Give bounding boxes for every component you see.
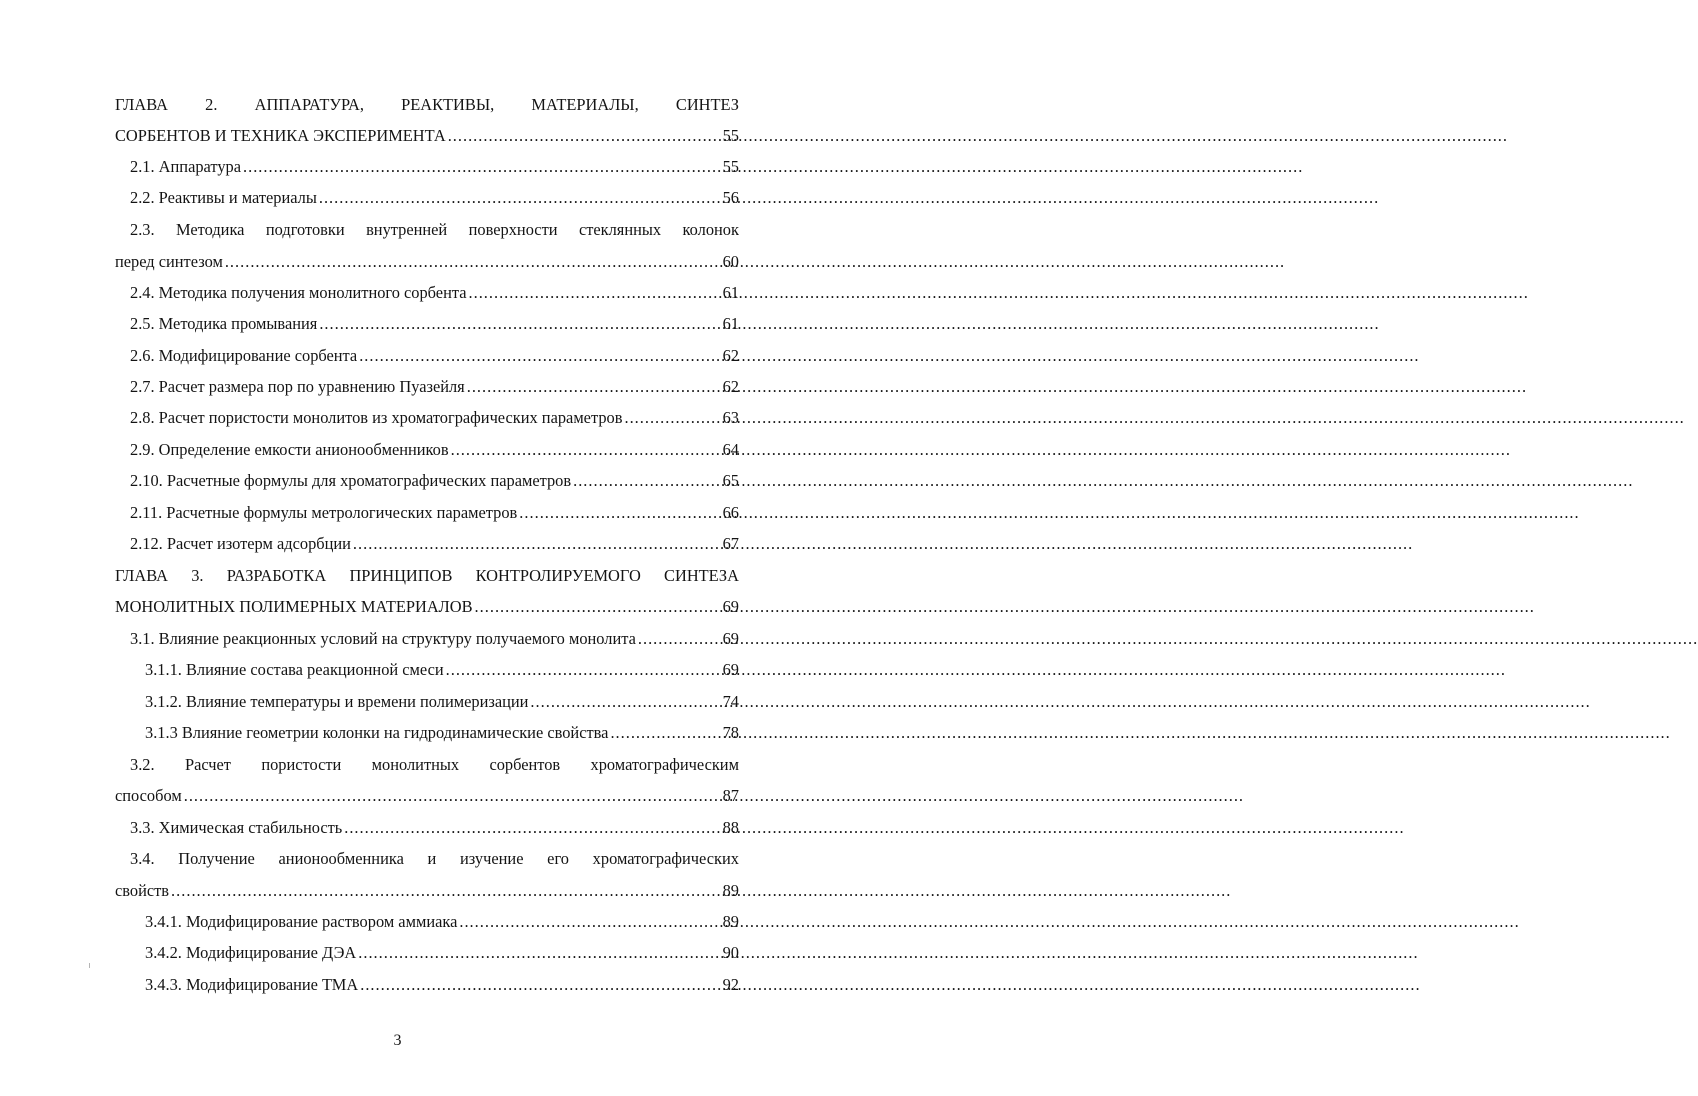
toc-entry-title: перед синтезом <box>115 252 223 271</box>
dot-leader <box>467 373 721 401</box>
toc-page-number: 61 <box>722 314 739 333</box>
toc-word: ГЛАВА <box>115 95 168 114</box>
toc-entry-3-4-1[interactable] <box>145 908 739 936</box>
toc-entry-title: 2.11. Расчетные формулы метрологических параметров <box>130 503 518 522</box>
toc-entry-3-1[interactable] <box>130 625 739 653</box>
toc-word: 2.3. <box>130 220 155 239</box>
scan-speck <box>89 963 90 968</box>
dot-leader <box>344 814 720 842</box>
toc-word: СИНТЕЗ <box>675 95 739 114</box>
toc-entry-3-1-1[interactable] <box>145 656 739 684</box>
toc-entry-title: МОНОЛИТНЫХ ПОЛИМЕРНЫХ МАТЕРИАЛОВ <box>115 597 473 616</box>
toc-word: 3. <box>191 566 204 585</box>
toc-page-number: 55 <box>722 157 739 176</box>
toc-entry-2-3-line-2[interactable] <box>115 248 739 276</box>
toc-page-number: 87 <box>722 786 739 805</box>
toc-page-number: 62 <box>722 377 739 396</box>
toc-word: поверхности <box>468 220 558 239</box>
toc-entry-2-12[interactable] <box>130 530 739 558</box>
dot-leader <box>573 467 721 495</box>
dot-leader <box>184 782 721 810</box>
dot-leader <box>359 342 720 370</box>
toc-entry-title: 2.5. Методика промывания <box>130 314 318 333</box>
dot-leader <box>638 625 721 653</box>
toc-word: хроматографическим <box>590 755 739 774</box>
dot-leader <box>446 656 721 684</box>
toc-entry-title: 3.1.1. Влияние состава реакционной смеси <box>145 660 444 679</box>
toc-word: СИНТЕЗА <box>664 566 739 585</box>
toc-entry-title: 2.8. Расчет пористости монолитов из хроматографических параметров <box>130 408 623 427</box>
toc-entry-3-4-line-2[interactable] <box>115 877 739 905</box>
toc-word: сорбентов <box>489 755 561 774</box>
toc-entry-title: 2.2. Реактивы и материалы <box>130 188 317 207</box>
dot-leader <box>448 122 721 150</box>
toc-entry-2-11[interactable] <box>130 499 739 527</box>
toc-page-number: 55 <box>722 126 739 145</box>
toc-entry-3-1-3[interactable] <box>145 719 739 747</box>
toc-entry-3-4-line-1 <box>130 845 739 873</box>
toc-entry-title: 3.4.1. Модифицирование раствором аммиака <box>145 912 458 931</box>
toc-chapter-3-line-2[interactable] <box>115 593 739 621</box>
toc-entry-title: 2.1. Аппаратура <box>130 157 241 176</box>
toc-entry-3-3[interactable] <box>130 814 739 842</box>
toc-entry-title: 2.10. Расчетные формулы для хроматографических параметров <box>130 471 572 490</box>
toc-entry-3-2-line-2[interactable] <box>115 782 739 810</box>
toc-page-number: 78 <box>722 723 739 742</box>
toc-entry-title: способом <box>115 786 182 805</box>
toc-word: изучение <box>460 849 524 868</box>
toc-page-number: 56 <box>722 188 739 207</box>
toc-page-number: 61 <box>722 283 739 302</box>
toc-entry-2-3-line-1 <box>130 216 739 244</box>
toc-entry-2-8[interactable] <box>130 404 739 432</box>
toc-page-number: 64 <box>722 440 739 459</box>
toc-word: пористости <box>261 755 342 774</box>
toc-page-number: 63 <box>722 408 739 427</box>
toc-word: монолитных <box>371 755 460 774</box>
toc-entry-title: свойств <box>115 881 170 900</box>
toc-word: 2. <box>205 95 218 114</box>
document-page <box>0 0 795 1096</box>
dot-leader <box>243 153 721 181</box>
toc-page-number: 89 <box>722 881 739 900</box>
toc-word: КОНТРОЛИРУЕМОГО <box>475 566 641 585</box>
toc-word: и <box>427 849 437 868</box>
toc-word: анионообменника <box>278 849 404 868</box>
dot-leader <box>459 908 720 936</box>
toc-word: внутренней <box>366 220 448 239</box>
toc-entry-2-9[interactable] <box>130 436 739 464</box>
toc-entry-title: 2.12. Расчет изотерм адсорбции <box>130 534 351 553</box>
toc-entry-2-1[interactable] <box>130 153 739 181</box>
toc-chapter-3-line-1 <box>115 562 739 590</box>
toc-entry-title: 3.1.3 Влияние геометрии колонки на гидродинамические свойства <box>145 723 609 742</box>
toc-entry-2-5[interactable] <box>130 310 739 338</box>
toc-word: его <box>547 849 569 868</box>
toc-word: Расчет <box>184 755 231 774</box>
toc-page-number: 74 <box>722 692 739 711</box>
toc-word: Получение <box>178 849 255 868</box>
toc-word: АППАРАТУРА, <box>254 95 364 114</box>
toc-page-number: 65 <box>722 471 739 490</box>
toc-entry-title: 3.1. Влияние реакционных условий на структуру получаемого монолита <box>130 629 636 648</box>
toc-word: Методика <box>176 220 245 239</box>
toc-entry-title: 2.9. Определение емкости анионообменников <box>130 440 449 459</box>
dot-leader <box>319 310 720 338</box>
toc-entry-3-4-3[interactable] <box>145 971 739 999</box>
toc-page-number: 88 <box>722 818 739 837</box>
toc-chapter-2-line-1 <box>115 91 739 119</box>
toc-page-number: 89 <box>722 912 739 931</box>
toc-page-number: 90 <box>722 943 739 962</box>
toc-word: ГЛАВА <box>115 566 168 585</box>
dot-leader <box>353 530 721 558</box>
dot-leader <box>451 436 721 464</box>
toc-word: МАТЕРИАЛЫ, <box>531 95 639 114</box>
toc-page-number: 67 <box>722 534 739 553</box>
toc-entry-title: 3.4.2. Модифицирование ДЭА <box>145 943 357 962</box>
toc-entry-title: 3.3. Химическая стабильность <box>130 818 343 837</box>
toc-word: РЕАКТИВЫ, <box>401 95 495 114</box>
toc-word: хроматографических <box>592 849 739 868</box>
toc-entry-3-4-2[interactable] <box>145 939 739 967</box>
toc-entry-2-10[interactable] <box>130 467 739 495</box>
toc-entry-2-6[interactable] <box>130 342 739 370</box>
toc-entry-title: 2.4. Методика получения монолитного сорбента <box>130 283 467 302</box>
dot-leader <box>358 939 720 967</box>
toc-word: колонок <box>682 220 739 239</box>
toc-entry-2-2[interactable] <box>130 184 739 212</box>
toc-page-number: 69 <box>722 660 739 679</box>
toc-chapter-2-line-2[interactable] <box>115 122 739 150</box>
toc-entry-3-2-line-1 <box>130 751 739 779</box>
toc-page-number: 62 <box>722 346 739 365</box>
toc-page-number: 69 <box>722 629 739 648</box>
toc-entry-title: 3.4.3. Модифицирование ТМА <box>145 975 359 994</box>
dot-leader <box>519 499 720 527</box>
toc-word: РАЗРАБОТКА <box>226 566 327 585</box>
toc-page-number: 69 <box>722 597 739 616</box>
toc-page-number: 92 <box>722 975 739 994</box>
dot-leader <box>225 248 721 276</box>
dot-leader <box>610 719 720 747</box>
toc-word: стеклянных <box>578 220 662 239</box>
toc-word: 3.2. <box>130 755 155 774</box>
toc-word: ПРИНЦИПОВ <box>349 566 453 585</box>
dot-leader <box>530 688 720 716</box>
toc-entry-3-1-2[interactable] <box>145 688 739 716</box>
toc-page-number: 60 <box>722 252 739 271</box>
toc-entry-title: 2.6. Модифицирование сорбента <box>130 346 358 365</box>
toc-entry-2-7[interactable] <box>130 373 739 401</box>
dot-leader <box>360 971 720 999</box>
dot-leader <box>475 593 721 621</box>
toc-page-number: 66 <box>722 503 739 522</box>
page-number: 3 <box>393 1032 402 1049</box>
toc-word: подготовки <box>265 220 345 239</box>
toc-word: 3.4. <box>130 849 155 868</box>
dot-leader <box>624 404 720 432</box>
dot-leader <box>469 279 721 307</box>
dot-leader <box>319 184 721 212</box>
toc-entry-title: 3.1.2. Влияние температуры и времени полимеризации <box>145 692 529 711</box>
toc-entry-title: СОРБЕНТОВ И ТЕХНИКА ЭКСПЕРИМЕНТА <box>115 126 446 145</box>
dot-leader <box>171 877 721 905</box>
toc-entry-title: 2.7. Расчет размера пор по уравнению Пуазейля <box>130 377 465 396</box>
toc-entry-2-4[interactable] <box>130 279 739 307</box>
